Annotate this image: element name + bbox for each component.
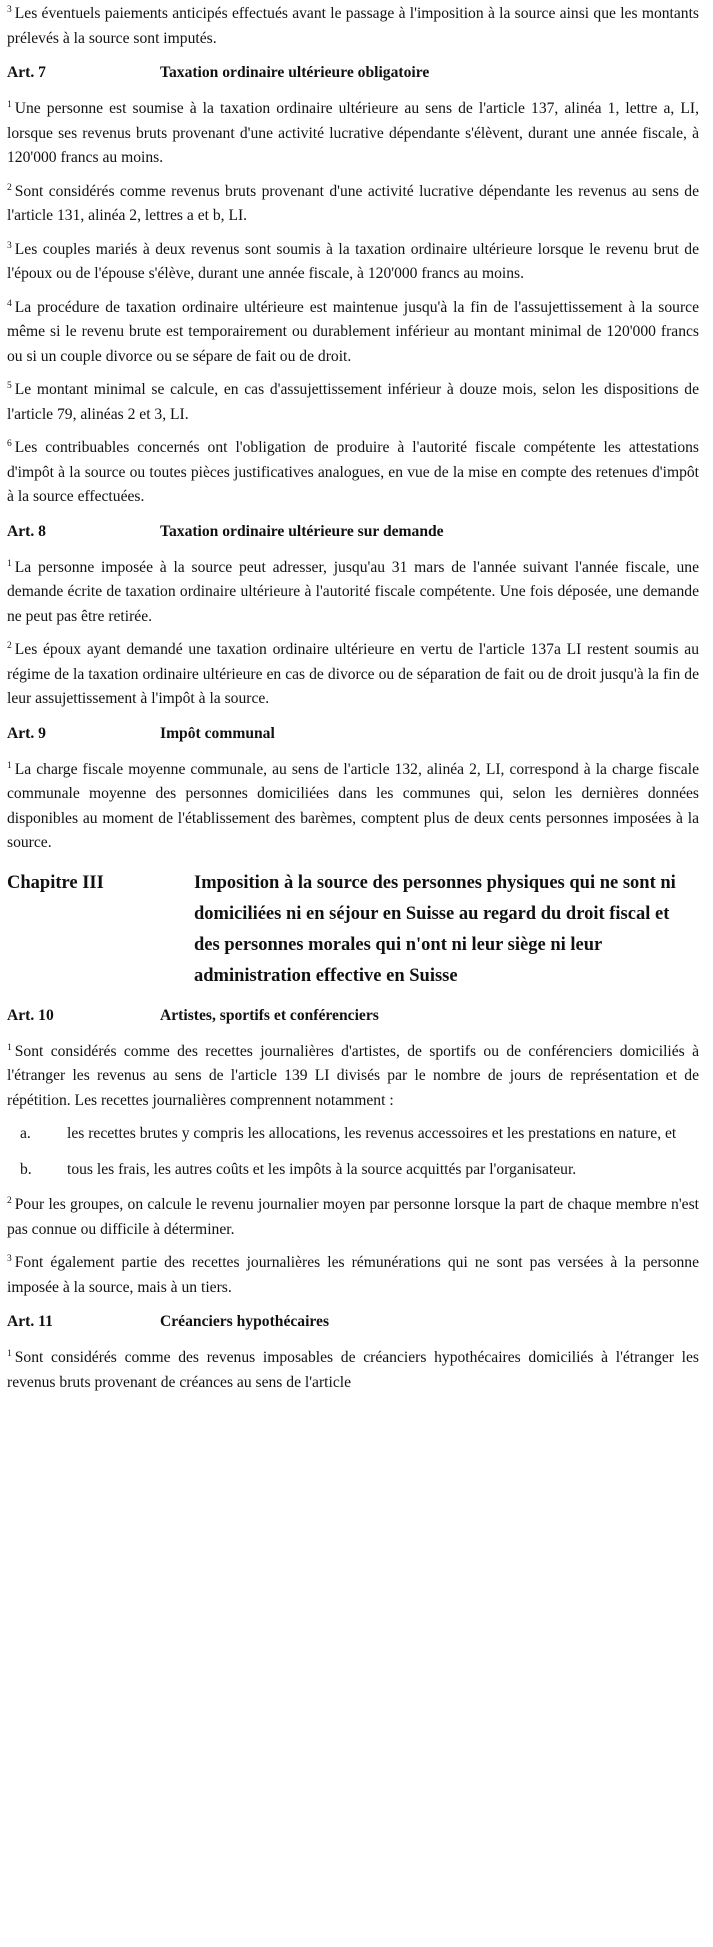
- article-heading-9: [7, 722, 699, 746]
- article-title: Artistes, sportifs et conférenciers: [160, 1006, 379, 1024]
- article-number: Art. 8: [7, 522, 46, 540]
- paragraph-number: 1: [7, 1042, 12, 1053]
- paragraph-art7-al3: $^3$ Les couples mariés à deux revenus sont soumis à la taxation ordinaire ultérieure lorsque le revenu brut de l'époux ou de l'épouse s'élève, durant une année fiscale, à 120'000 francs au moins.: [7, 240, 699, 282]
- article-heading-11: [7, 1310, 699, 1334]
- paragraph-number: 1: [7, 760, 12, 771]
- paragraph-number: 3: [7, 5, 12, 15]
- list-text: tous les frais, les autres coûts et les impôts à la source acquittés par l'organisateur.: [67, 1160, 577, 1178]
- paragraph-number: 2: [7, 641, 12, 651]
- paragraph-number: 3: [7, 240, 12, 251]
- article-title: Taxation ordinaire ultérieure sur demande: [160, 522, 444, 540]
- paragraph-number: 1: [7, 100, 12, 110]
- article-title: Taxation ordinaire ultérieure obligatoire: [160, 64, 430, 81]
- paragraph-art8-al1: $^1$ La personne imposée à la source peut adresser, jusqu'au 31 mars de l'année suivant l'année fiscale, une demande écrite de taxation ordinaire ultérieure à l'autorité fiscale compétente. Une fois déposée, une demande ne peut pas être retirée.: [7, 558, 699, 625]
- article-title: Impôt communal: [160, 724, 275, 742]
- article-number: Art. 11: [7, 1313, 53, 1330]
- paragraph-number: 1: [7, 1349, 12, 1359]
- paragraph-art7-al2: $^2$ Sont considérés comme revenus bruts provenant d'une activité lucrative dépendante les revenus au sens de l'article 131, alinéa 2, lettres a et b, LI.: [7, 182, 699, 224]
- list-item: [7, 1122, 699, 1147]
- article-heading-10: [7, 1004, 699, 1028]
- article-number: Art. 10: [7, 1006, 54, 1024]
- list-letter: a.: [20, 1125, 31, 1142]
- paragraph-art9-al1: $^1$ La charge fiscale moyenne communale, au sens de l'article 132, alinéa 2, LI, correspond à la charge fiscale communale moyenne des personnes domiciliées dans les communes qui, selon les dernières données disponibles au moment de l'établissement des barèmes, comptent plus de deux cents personnes imposées à la source.: [7, 760, 699, 851]
- article-heading-8: [7, 520, 699, 544]
- paragraph-art8-al2: $^2$ Les époux ayant demandé une taxation ordinaire ultérieure en vertu de l'article 137a LI restent soumis au régime de la taxation ordinaire ultérieure en cas de divorce ou de séparation de fait ou de droit jusqu'à la fin de leur assujettissement à l'impôt à la source.: [7, 641, 699, 707]
- paragraph-art7-al4: $^4$ La procédure de taxation ordinaire ultérieure est maintenue jusqu'à la fin de l'assujettissement à la source même si le revenu brute est temporairement ou durablement inférieur au montant minimal de 120'000 francs ou si un couple divorce ou se sépare de fait ou de droit.: [7, 298, 699, 365]
- paragraph-art10-al1: $^1$ Sont considérés comme des recettes journalières d'artistes, de sportifs ou de conférenciers domiciliés à l'étranger les revenus au sens de l'article 139 LI divisés par le nombre de jours de représentation et de répétition. Les recettes journalières comprennent notamment :: [7, 1042, 699, 1109]
- paragraph-number: 2: [7, 1196, 12, 1206]
- paragraph-art7-al6: $^6$ Les contribuables concernés ont l'obligation de produire à l'autorité fiscale compétente les attestations d'impôt à la source ou toutes pièces justificatives analogues, en vue de la mise en compte des retenues d'impôt à la source effectuées.: [7, 439, 699, 505]
- paragraph-number: 5: [7, 381, 12, 391]
- list-item: [7, 1158, 699, 1183]
- chapter-title: Imposition à la source des personnes physiques qui ne sont ni domiciliées ni en séjour en Suisse au regard du droit fiscal et des personnes morales qui n'ont ni leur siège ni leur administration effective en Suisse: [194, 872, 676, 986]
- article-number: Art. 7: [7, 64, 46, 81]
- paragraph-art11-al1: $^1$ Sont considérés comme des revenus imposables de créanciers hypothécaires domiciliés à l'étranger les revenus bruts provenant de créances au sens de l'article: [7, 1349, 699, 1391]
- list-text: les recettes brutes y compris les allocations, les revenus accessoires et les prestations en nature, et: [67, 1125, 677, 1142]
- article-number: Art. 9: [7, 724, 46, 742]
- paragraph-art7-al5: $^5$ Le montant minimal se calcule, en cas d'assujettissement inférieur à douze mois, selon les dispositions de l'article 79, alinéas 2 et 3, LI.: [7, 381, 699, 423]
- paragraph-art10-al2: $^2$ Pour les groupes, on calcule le revenu journalier moyen par personne lorsque la part de chaque membre n'est pas connue ou difficile à déterminer.: [7, 1196, 699, 1238]
- paragraph-number: 4: [7, 298, 12, 309]
- paragraph-number: 6: [7, 439, 12, 449]
- paragraph-art10-al3: $^3$ Font également partie des recettes journalières les rémunérations qui ne sont pas versées à la personne imposée à la source, mais à un tiers.: [7, 1254, 699, 1296]
- chapter-heading-3: [7, 868, 699, 992]
- paragraph-number: 1: [7, 558, 12, 569]
- paragraph-art7-al1: $^1$ Une personne est soumise à la taxation ordinaire ultérieure au sens de l'article 137, alinéa 1, lettre a, LI, lorsque ses revenus bruts provenant d'une activité lucrative dépendante s'élèvent, durant une année fiscale, à 120'000 francs au moins.: [7, 100, 699, 166]
- list-letter: b.: [20, 1160, 32, 1178]
- paragraph-art6-al3: $^3$ Les éventuels paiements anticipés effectués avant le passage à l'imposition à la source ainsi que les montants prélevés à la source sont imputés.: [7, 5, 699, 47]
- article-heading-7: [7, 61, 699, 85]
- paragraph-number: 2: [7, 182, 12, 193]
- chapter-number: Chapitre III: [7, 872, 104, 893]
- paragraph-number: 3: [7, 1254, 12, 1264]
- article-title: Créanciers hypothécaires: [160, 1313, 330, 1330]
